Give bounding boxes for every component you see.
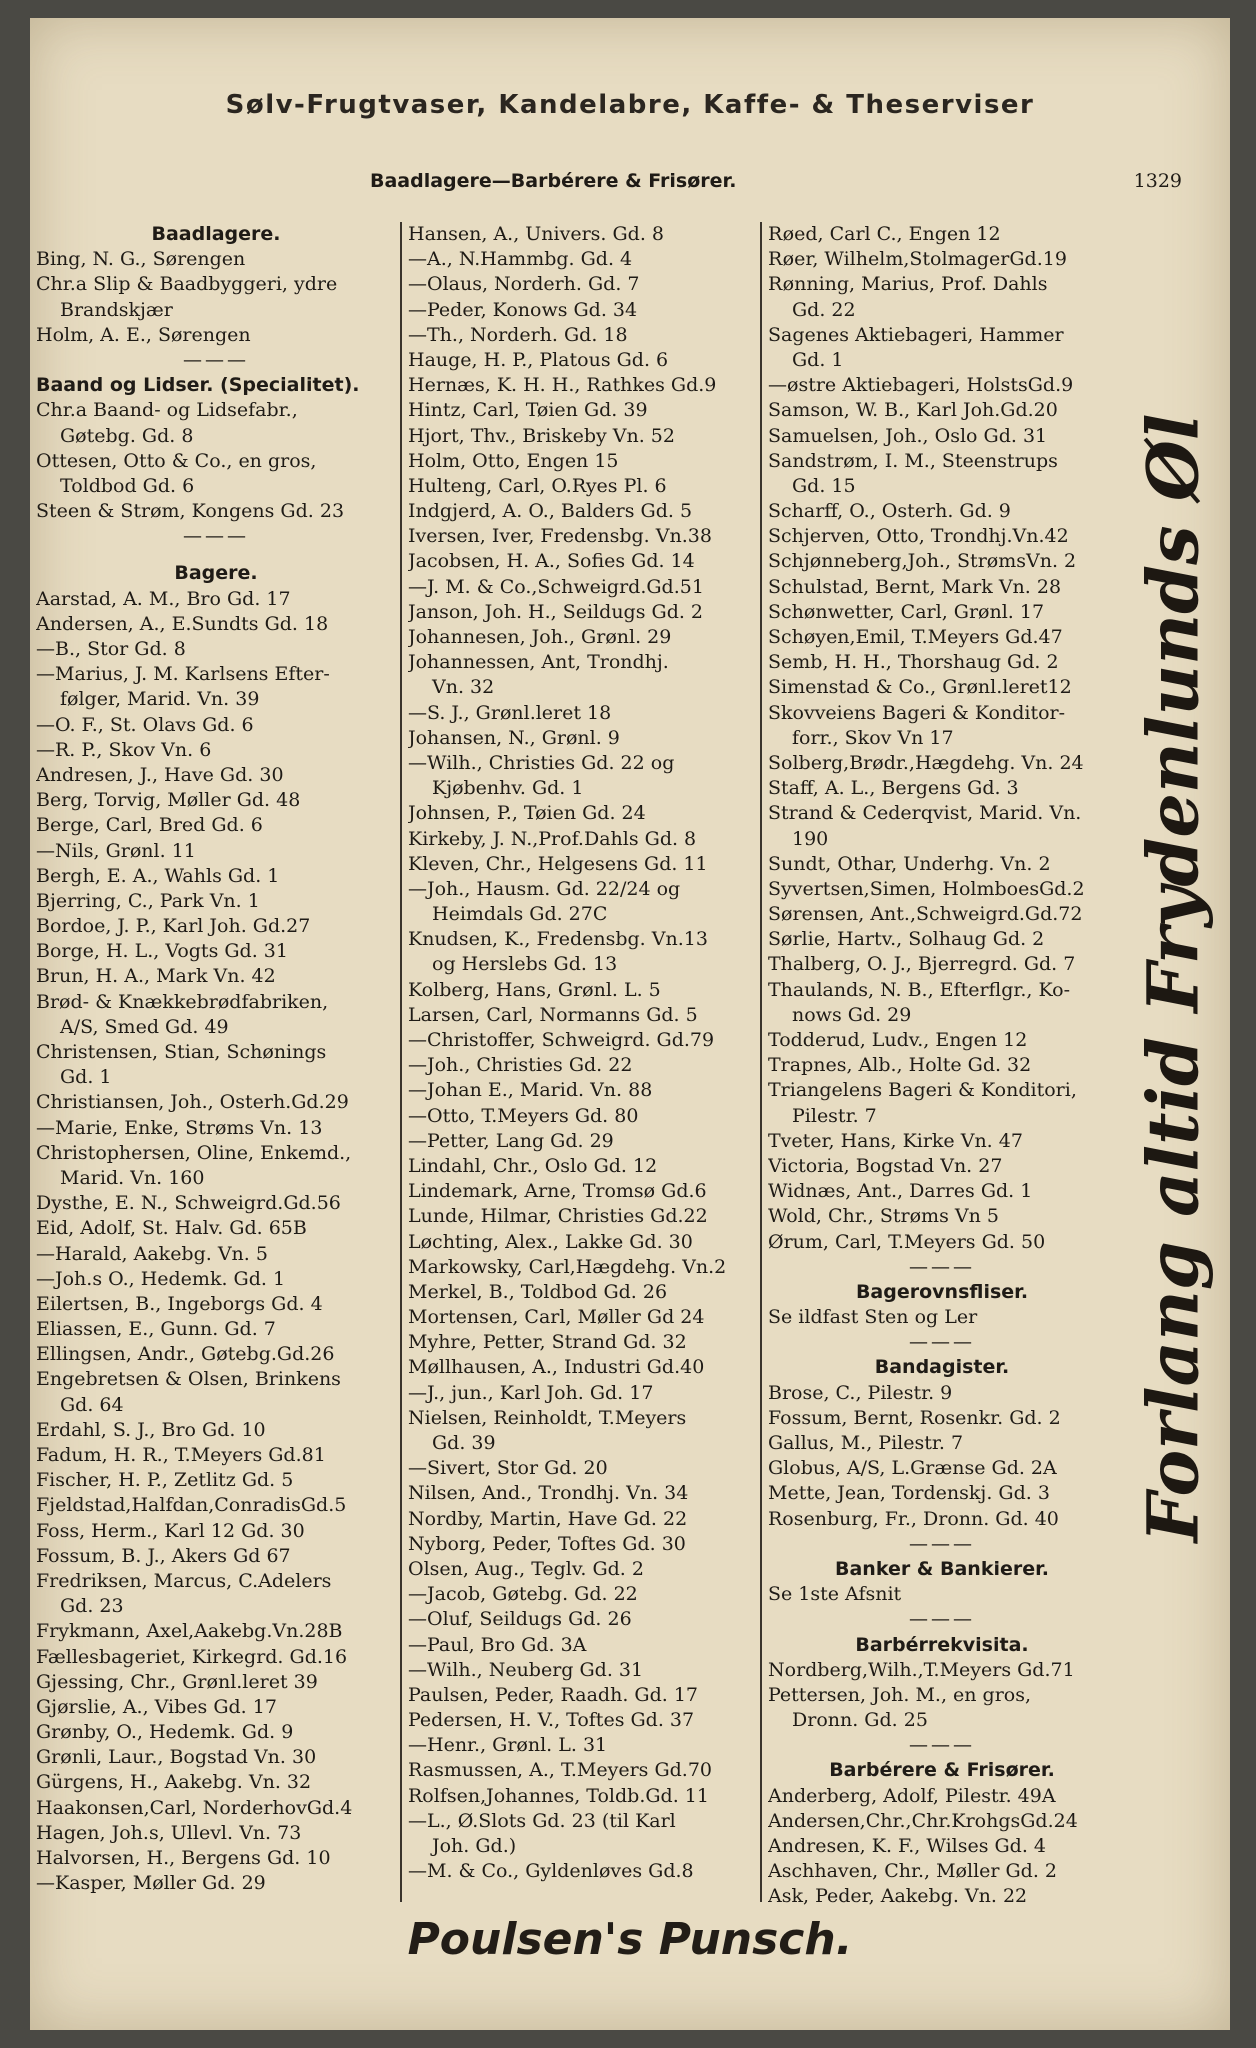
directory-entry: —B., Stor Gd. 8 (36, 638, 186, 660)
directory-entry: Todderud, Ludv., Engen 12 (768, 1029, 1028, 1051)
directory-entry: —Wilh., Christies Gd. 22 og (408, 751, 675, 774)
directory-entry: Widnæs, Ant., Darres Gd. 1 (768, 1180, 1033, 1203)
entry-continuation: Gd. 23 (60, 1595, 124, 1618)
directory-entry: Gallus, M., Pilestr. 7 (768, 1432, 964, 1454)
entry-continuation: Marid. Vn. 160 (60, 1166, 205, 1189)
directory-entry: Ottesen, Otto & Co., en gros, (36, 449, 317, 472)
directory-entry: Myhre, Petter, Strand Gd. 32 (408, 1331, 687, 1354)
directory-entry: Simenstad & Co., Grønl.leret12 (768, 676, 1072, 699)
directory-entry: Bordoe, J. P., Karl Joh. Gd.27 (36, 915, 311, 938)
directory-page (30, 18, 1230, 2030)
directory-entry: —Petter, Lang Gd. 29 (408, 1129, 614, 1152)
directory-entry: Johansen, N., Grønl. 9 (408, 726, 620, 749)
directory-entry: Ørum, Carl, T.Meyers Gd. 50 (768, 1230, 1046, 1253)
section-separator: ——— (183, 525, 249, 548)
section-heading: Bandagister. (874, 1356, 1010, 1379)
directory-entry: —østre Aktiebageri, HolstsGd.9 (768, 374, 1074, 397)
directory-entry: Fossum, B. J., Akers Gd 67 (36, 1544, 291, 1567)
directory-entry: Brun, H. A., Mark Vn. 42 (36, 965, 276, 988)
directory-entry: Samuelsen, Joh., Oslo Gd. 31 (768, 424, 1048, 447)
directory-entry: Thalberg, O. J., Bjerregrd. Gd. 7 (768, 953, 1076, 976)
directory-entry: Christensen, Stian, Schønings (36, 1041, 327, 1063)
directory-entry: Andresen, K. F., Wilses Gd. 4 (768, 1835, 1047, 1857)
directory-entry: Schjønneberg,Joh., StrømsVn. 2 (768, 550, 1077, 573)
directory-entry: Brose, C., Pilestr. 9 (768, 1381, 953, 1404)
directory-entry: Lindemark, Arne, Tromsø Gd.6 (408, 1180, 707, 1203)
section-separator: ——— (909, 1532, 975, 1555)
directory-entry: Knudsen, K., Fredensbg. Vn.13 (408, 928, 708, 951)
directory-entry: —A., N.Hammbg. Gd. 4 (408, 248, 633, 271)
directory-entry: Jacobsen, H. A., Sofies Gd. 14 (408, 550, 695, 573)
directory-entry: Bergh, E. A., Wahls Gd. 1 (36, 864, 280, 887)
directory-entry: Bjerring, C., Park Vn. 1 (36, 889, 260, 912)
entry-continuation: 190 (792, 827, 829, 850)
spacer (36, 549, 396, 561)
directory-entry: Schjerven, Otto, Trondhj.Vn.42 (768, 525, 1069, 548)
directory-entry: Semb, H. H., Thorshaug Gd. 2 (768, 651, 1059, 674)
directory-entry: Rolfsen,Johannes, Toldb.Gd. 11 (408, 1784, 709, 1807)
directory-entry: Nyborg, Peder, Toftes Gd. 30 (408, 1532, 686, 1555)
directory-entry: Chr.a Slip & Baadbyggeri, ydre (36, 273, 338, 296)
entry-continuation: Gd. 15 (792, 474, 856, 497)
directory-entry: Nielsen, Reinholdt, T.Meyers (408, 1406, 687, 1429)
directory-entry: Lunde, Hilmar, Christies Gd.22 (408, 1205, 708, 1228)
directory-entry: —R. P., Skov Vn. 6 (36, 738, 212, 761)
directory-entry: Janson, Joh. H., Seildugs Gd. 2 (408, 600, 704, 623)
directory-entry: Løchting, Alex., Lakke Gd. 30 (408, 1230, 693, 1253)
entry-continuation: Gd. 1 (60, 1066, 112, 1089)
directory-entry: Engebretsen & Olsen, Brinkens (36, 1368, 341, 1391)
entry-continuation: Toldbod Gd. 6 (60, 474, 195, 497)
directory-entry: Eliassen, E., Gunn. Gd. 7 (36, 1318, 276, 1341)
page-header (30, 166, 1230, 196)
directory-entry: Kleven, Chr., Helgesens Gd. 11 (408, 852, 708, 875)
directory-entry: Møllhausen, A., Industri Gd.40 (408, 1356, 705, 1379)
directory-entry: Andersen,Chr.,Chr.KrohgsGd.24 (768, 1809, 1078, 1832)
directory-entry: —L., Ø.Slots Gd. 23 (til Karl (408, 1809, 676, 1832)
directory-entry: Gjørslie, A., Vibes Gd. 17 (36, 1695, 277, 1718)
entry-continuation: forr., Skov Vn 17 (792, 726, 954, 749)
directory-entry: Thaulands, N. B., Efterflgr., Ko- (768, 978, 1071, 1001)
section-separator: ——— (909, 1734, 975, 1757)
directory-entry: Borge, H. L., Vogts Gd. 31 (36, 940, 288, 963)
directory-entry: Johannessen, Ant, Trondhj. (408, 651, 669, 674)
directory-entry: —J. M. & Co.,Schweigrd.Gd.51 (408, 575, 704, 598)
directory-entry: Skovveiens Bageri & Konditor- (768, 701, 1066, 724)
directory-entry: Christophersen, Oline, Enkemd., (36, 1141, 352, 1164)
directory-entry: Globus, A/S, L.Grænse Gd. 2A (768, 1457, 1057, 1480)
directory-entry: Anderberg, Adolf, Pilestr. 49A (768, 1784, 1056, 1807)
directory-entry: Larsen, Carl, Normanns Gd. 5 (408, 1003, 698, 1026)
entry-continuation: følger, Marid. Vn. 39 (60, 688, 260, 711)
directory-entry: Hintz, Carl, Tøien Gd. 39 (408, 399, 648, 422)
directory-entry: Rønning, Marius, Prof. Dahls (768, 273, 1048, 296)
directory-entry: —Joh., Hausm. Gd. 22/24 og (408, 877, 681, 900)
directory-entry: Kolberg, Hans, Grønl. L. 5 (408, 978, 661, 1001)
directory-entry: Staff, A. L., Bergens Gd. 3 (768, 777, 1019, 800)
directory-entry: Pettersen, Joh. M., en gros, (768, 1683, 1032, 1706)
directory-entry: Christiansen, Joh., Osterh.Gd.29 (36, 1091, 349, 1114)
section-heading: Barbérere & Frisører. (829, 1759, 1055, 1782)
entry-continuation: Vn. 32 (432, 676, 495, 699)
directory-entry: Erdahl, S. J., Bro Gd. 10 (36, 1418, 266, 1441)
directory-entry: Nordberg,Wilh.,T.Meyers Gd.71 (768, 1658, 1075, 1681)
column-1 (36, 222, 396, 1902)
side-advertisement (1128, 413, 1218, 1543)
directory-entry: Bing, N. G., Sørengen (36, 248, 246, 271)
directory-entry: Samson, W. B., Karl Joh.Gd.20 (768, 399, 1058, 422)
directory-entry: Trapnes, Alb., Holte Gd. 32 (768, 1054, 1032, 1077)
directory-entry: Sørlie, Hartv., Solhaug Gd. 2 (768, 928, 1045, 951)
entry-continuation: Brandskjær (60, 298, 173, 321)
directory-entry: Fællesbageriet, Kirkegrd. Gd.16 (36, 1645, 348, 1668)
section-heading: Baadlagere. (151, 223, 281, 245)
directory-entry: Schulstad, Bernt, Mark Vn. 28 (768, 575, 1062, 598)
column-3 (760, 222, 1116, 1908)
entry-continuation: nows Gd. 29 (792, 1003, 912, 1026)
directory-entry: Haakonsen,Carl, NorderhovGd.4 (36, 1796, 353, 1819)
directory-entry: Lindahl, Chr., Oslo Gd. 12 (408, 1154, 658, 1177)
section-separator: ——— (909, 1255, 975, 1278)
directory-entry: Fredriksen, Marcus, C.Adelers (36, 1569, 332, 1592)
directory-entry: Mortensen, Carl, Møller Gd 24 (408, 1306, 705, 1329)
directory-entry: Johnsen, P., Tøien Gd. 24 (408, 802, 646, 825)
directory-entry: Eid, Adolf, St. Halv. Gd. 65B (36, 1217, 307, 1240)
top-advertisement-banner: Sølv-Frugtvaser, Kandelabre, Kaffe- & Theserviser (225, 90, 1035, 120)
entry-continuation: Gd. 64 (60, 1393, 124, 1416)
directory-entry: —Joh., Christies Gd. 22 (408, 1054, 633, 1077)
directory-entry: Mette, Jean, Tordenskj. Gd. 3 (768, 1482, 1050, 1505)
directory-entry: —Oluf, Seildugs Gd. 26 (408, 1608, 632, 1631)
directory-entry: Schønwetter, Carl, Grønl. 17 (768, 600, 1045, 623)
section-heading: Barbérrekvisita. (855, 1633, 1029, 1656)
directory-entry: —Paul, Bro Gd. 3A (408, 1633, 587, 1656)
directory-entry: Chr.a Baand- og Lidsefabr., (36, 399, 298, 422)
directory-entry: Kirkeby, J. N.,Prof.Dahls Gd. 8 (408, 827, 697, 850)
section-heading: Baand og Lidser. (Specialitet). (36, 374, 360, 397)
directory-entry: Hansen, A., Univers. Gd. 8 (408, 223, 665, 245)
directory-entry: Olsen, Aug., Teglv. Gd. 2 (408, 1557, 644, 1580)
directory-entry: Schøyen,Emil, T.Meyers Gd.47 (768, 626, 1063, 648)
entry-continuation: Gd. 1 (792, 348, 844, 371)
directory-entry: —Olaus, Norderh. Gd. 7 (408, 273, 640, 296)
directory-entry: Grønby, O., Hedemk. Gd. 9 (36, 1721, 294, 1744)
directory-entry: Fischer, H. P., Zetlitz Gd. 5 (36, 1469, 294, 1492)
directory-entry: Merkel, B., Toldbod Gd. 26 (408, 1280, 668, 1303)
entry-continuation: Heimdals Gd. 27C (432, 903, 608, 926)
directory-entry: Scharff, O., Osterh. Gd. 9 (768, 500, 1011, 523)
directory-entry: —Kasper, Møller Gd. 29 (36, 1872, 266, 1895)
directory-entry: Holm, A. E., Sørengen (36, 323, 251, 346)
directory-entry: —Peder, Konows Gd. 34 (408, 298, 638, 321)
directory-entry: Aschhaven, Chr., Møller Gd. 2 (768, 1860, 1058, 1883)
directory-entry: Holm, Otto, Engen 15 (408, 449, 619, 472)
directory-entry: Ellingsen, Andr., Gøtebg.Gd.26 (36, 1343, 335, 1366)
directory-entry: Fjeldstad,Halfdan,ConradisGd.5 (36, 1494, 347, 1517)
directory-entry: Fadum, H. R., T.Meyers Gd.81 (36, 1444, 326, 1466)
column-2 (400, 222, 760, 1902)
directory-entry: Markowsky, Carl,Hægdehg. Vn.2 (408, 1255, 727, 1278)
entry-continuation: Joh. Gd.) (432, 1835, 517, 1857)
directory-entry: Eilertsen, B., Ingeborgs Gd. 4 (36, 1292, 323, 1315)
directory-entry: Solberg,Brødr.,Hægdehg. Vn. 24 (768, 751, 1084, 774)
directory-entry: —S. J., Grønl.leret 18 (408, 701, 612, 724)
directory-entry: Steen & Strøm, Kongens Gd. 23 (36, 500, 345, 523)
directory-entry: —Johan E., Marid. Vn. 88 (408, 1079, 653, 1102)
directory-entry: Triangelens Bageri & Konditori, (768, 1079, 1077, 1102)
directory-entry: Ask, Peder, Aakebg. Vn. 22 (768, 1885, 1028, 1908)
directory-entry: Hagen, Joh.s, Ullevl. Vn. 73 (36, 1821, 302, 1844)
side-advertisement-text: Forlang altid Frydenlunds Øl (1131, 413, 1215, 1543)
page-number: 1329 (1133, 170, 1182, 192)
entry-continuation: og Herslebs Gd. 13 (432, 953, 618, 976)
directory-entry: —Otto, T.Meyers Gd. 80 (408, 1104, 639, 1127)
directory-entry: Se 1ste Afsnit (768, 1583, 902, 1606)
directory-entry: Frykmann, Axel,Aakebg.Vn.28B (36, 1620, 343, 1643)
directory-entry: —Wilh., Neuberg Gd. 31 (408, 1658, 644, 1681)
directory-entry: Aarstad, A. M., Bro Gd. 17 (36, 587, 291, 610)
directory-entry: Røed, Carl C., Engen 12 (768, 223, 1001, 245)
entry-continuation: A/S, Smed Gd. 49 (60, 1015, 229, 1038)
directory-entry: Rosenburg, Fr., Dronn. Gd. 40 (768, 1507, 1059, 1530)
section-heading: Bagerovnsfliser. (855, 1280, 1029, 1303)
directory-entry: —O. F., St. Olavs Gd. 6 (36, 713, 254, 736)
directory-entry: Strand & Cederqvist, Marid. Vn. (768, 802, 1082, 825)
entry-continuation: Gøtebg. Gd. 8 (60, 424, 194, 447)
directory-entry: Victoria, Bogstad Vn. 27 (768, 1154, 1003, 1177)
directory-entry: —Christoffer, Schweigrd. Gd.79 (408, 1029, 715, 1051)
directory-entry: —J., jun., Karl Joh. Gd. 17 (408, 1381, 654, 1404)
directory-entry: —M. & Co., Gyldenløves Gd.8 (408, 1860, 694, 1883)
directory-entry: Dysthe, E. N., Schweigrd.Gd.56 (36, 1192, 341, 1215)
directory-entry: Halvorsen, H., Bergens Gd. 10 (36, 1847, 331, 1869)
directory-entry: Hulteng, Carl, O.Ryes Pl. 6 (408, 474, 667, 497)
directory-entry: Wold, Chr., Strøms Vn 5 (768, 1205, 999, 1228)
directory-entry: Foss, Herm., Karl 12 Gd. 30 (36, 1519, 305, 1542)
footer-advertisement: Poulsen's Punsch. (407, 1914, 853, 1965)
directory-entry: Berge, Carl, Bred Gd. 6 (36, 814, 263, 837)
directory-entry: Hernæs, K. H. H., Rathkes Gd.9 (408, 374, 717, 397)
directory-entry: Syvertsen,Simen, HolmboesGd.2 (768, 877, 1085, 900)
directory-entry: Sandstrøm, I. M., Steenstrups (768, 449, 1058, 472)
directory-entry: Pedersen, H. V., Toftes Gd. 37 (408, 1709, 695, 1732)
section-separator: ——— (909, 1608, 975, 1631)
directory-entry: Iversen, Iver, Fredensbg. Vn.38 (408, 525, 712, 548)
directory-entry: Røer, Wilhelm,StolmagerGd.19 (768, 248, 1067, 271)
section-separator: ——— (183, 348, 249, 371)
directory-entry: Gürgens, H., Aakebg. Vn. 32 (36, 1771, 312, 1794)
directory-entry: Gjessing, Chr., Grønl.leret 39 (36, 1670, 318, 1693)
directory-entry: —Jacob, Gøtebg. Gd. 22 (408, 1583, 638, 1606)
directory-entry: Andersen, A., E.Sundts Gd. 18 (36, 612, 329, 635)
directory-entry: Indgjerd, A. O., Balders Gd. 5 (408, 500, 693, 523)
entry-continuation: Gd. 22 (792, 298, 856, 321)
directory-entry: Andresen, J., Have Gd. 30 (36, 763, 284, 786)
directory-entry: Sørensen, Ant.,Schweigrd.Gd.72 (768, 903, 1083, 926)
directory-entry: Tveter, Hans, Kirke Vn. 47 (768, 1129, 1023, 1152)
entry-continuation: Gd. 39 (432, 1432, 496, 1454)
directory-entry: —Nils, Grønl. 11 (36, 839, 196, 862)
directory-entry: Johannesen, Joh., Grønl. 29 (408, 626, 672, 648)
entry-continuation: Kjøbenhv. Gd. 1 (432, 777, 584, 800)
page-title: Baadlagere—Barbérere & Frisører. (370, 170, 737, 192)
directory-entry: —Marius, J. M. Karlsens Efter- (36, 663, 330, 686)
directory-entry: —Harald, Aakebg. Vn. 5 (36, 1242, 268, 1265)
directory-entry: —Marie, Enke, Strøms Vn. 13 (36, 1116, 323, 1139)
directory-entry: Se ildfast Sten og Ler (768, 1306, 978, 1329)
section-heading: Banker & Bankierer. (834, 1557, 1049, 1580)
directory-entry: —Sivert, Stor Gd. 20 (408, 1457, 608, 1480)
directory-entry: Paulsen, Peder, Raadh. Gd. 17 (408, 1683, 699, 1706)
directory-entry: Sagenes Aktiebageri, Hammer (768, 323, 1064, 346)
directory-entry: —Th., Norderh. Gd. 18 (408, 323, 628, 346)
directory-entry: Grønli, Laur., Bogstad Vn. 30 (36, 1746, 317, 1769)
directory-entry: Rasmussen, A., T.Meyers Gd.70 (408, 1759, 712, 1782)
directory-entry: Sundt, Othar, Underhg. Vn. 2 (768, 852, 1051, 875)
directory-entry: Nilsen, And., Trondhj. Vn. 34 (408, 1482, 689, 1505)
directory-entry: Fossum, Bernt, Rosenkr. Gd. 2 (768, 1406, 1061, 1429)
directory-entry: Berg, Torvig, Møller Gd. 48 (36, 789, 301, 812)
section-separator: ——— (909, 1331, 975, 1354)
entry-continuation: Pilestr. 7 (792, 1104, 877, 1127)
directory-entry: —Henr., Grønl. L. 31 (408, 1734, 608, 1757)
directory-entry: —Joh.s O., Hedemk. Gd. 1 (36, 1267, 286, 1290)
directory-entry: Nordby, Martin, Have Gd. 22 (408, 1507, 688, 1530)
directory-entry: Hjort, Thv., Briskeby Vn. 52 (408, 424, 675, 447)
directory-entry: Brød- & Knækkebrødfabriken, (36, 990, 329, 1013)
section-heading: Bagere. (174, 562, 258, 585)
entry-continuation: Dronn. Gd. 25 (792, 1709, 928, 1732)
directory-entry: Hauge, H. P., Platous Gd. 6 (408, 348, 669, 371)
